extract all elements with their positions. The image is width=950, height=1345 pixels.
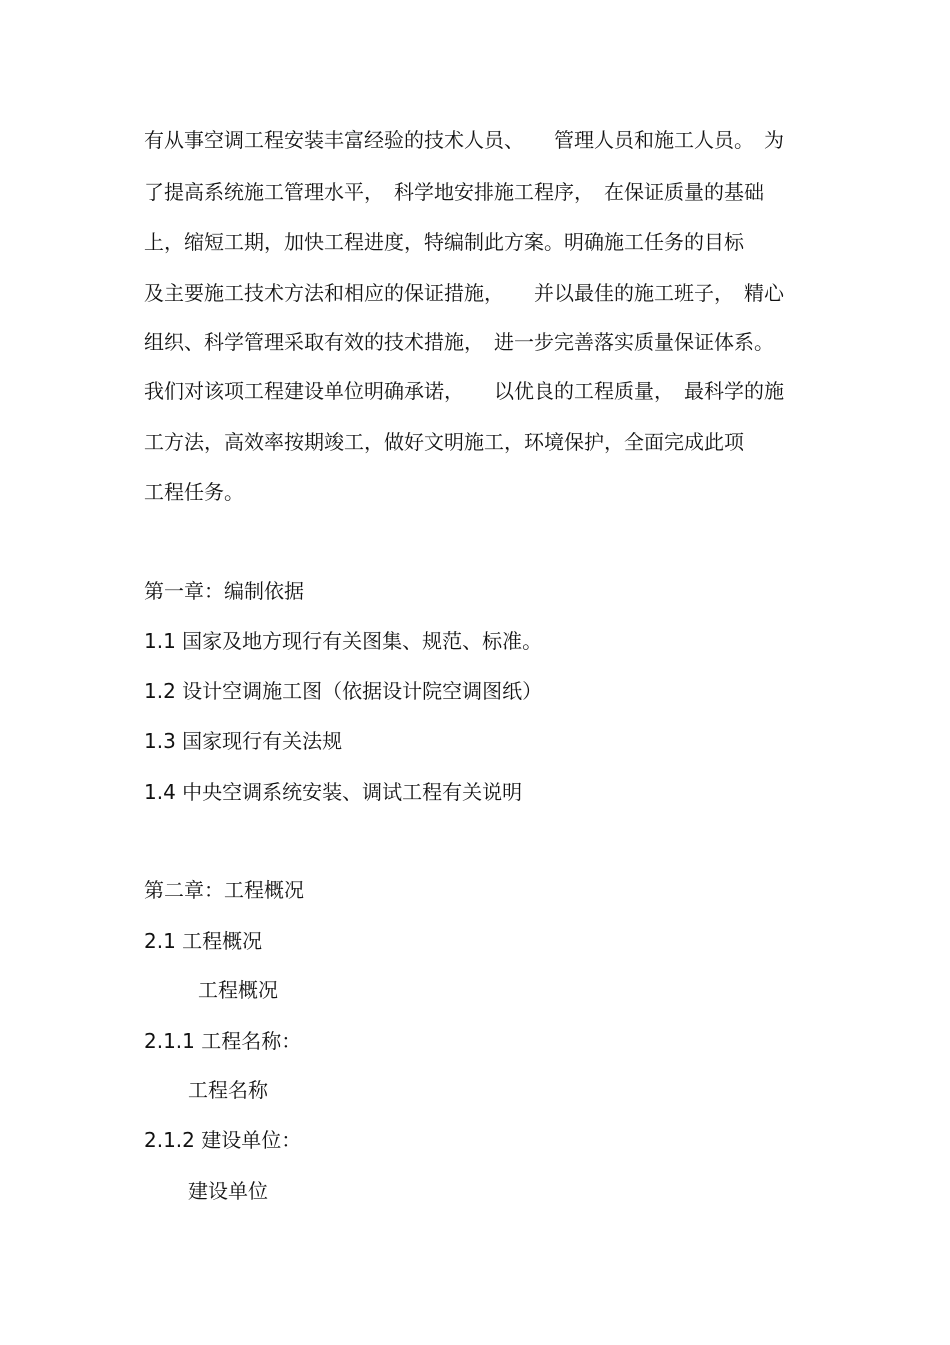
section-2-1-1-value: 工程名称: [188, 1078, 268, 1102]
chapter1-item-2: 1.2 设计空调施工图（依据设计院空调图纸）: [144, 679, 543, 703]
intro-line-8: 工程任务。: [144, 480, 244, 504]
intro-line-3: 上，缩短工期，加快工程进度，特编制此方案。明确施工任务的目标: [144, 230, 744, 254]
section-2-1-2-heading: 2.1.2 建设单位：: [144, 1128, 302, 1152]
chapter1-item-3: 1.3 国家现行有关法规: [144, 729, 343, 753]
intro-line-5: 组织、科学管理采取有效的技术措施， 进一步完善落实质量保证体系。: [144, 330, 774, 354]
intro-line-1: 有从事空调工程安装丰富经验的技术人员、 管理人员和施工人员。 为: [144, 128, 784, 152]
intro-line-2: 了提高系统施工管理水平， 科学地安排施工程序， 在保证质量的基础: [144, 180, 764, 204]
section-2-1-heading: 2.1 工程概况: [144, 929, 263, 953]
chapter1-item-4: 1.4 中央空调系统安装、调试工程有关说明: [144, 780, 523, 804]
intro-line-7: 工方法，高效率按期竣工，做好文明施工，环境保护，全面完成此项: [144, 430, 744, 454]
section-2-1-2-value: 建设单位: [188, 1179, 268, 1203]
chapter1-item-1: 1.1 国家及地方现行有关图集、规范、标准。: [144, 629, 543, 653]
chapter1-title: 第一章：编制依据: [144, 579, 304, 603]
intro-line-4: 及主要施工技术方法和相应的保证措施， 并以最佳的施工班子， 精心: [144, 281, 784, 305]
chapter2-title: 第二章：工程概况: [144, 878, 304, 902]
section-2-1-value: 工程概况: [198, 978, 278, 1002]
intro-line-6: 我们对该项工程建设单位明确承诺， 以优良的工程质量， 最科学的施: [144, 379, 784, 403]
section-2-1-1-heading: 2.1.1 工程名称：: [144, 1029, 302, 1053]
